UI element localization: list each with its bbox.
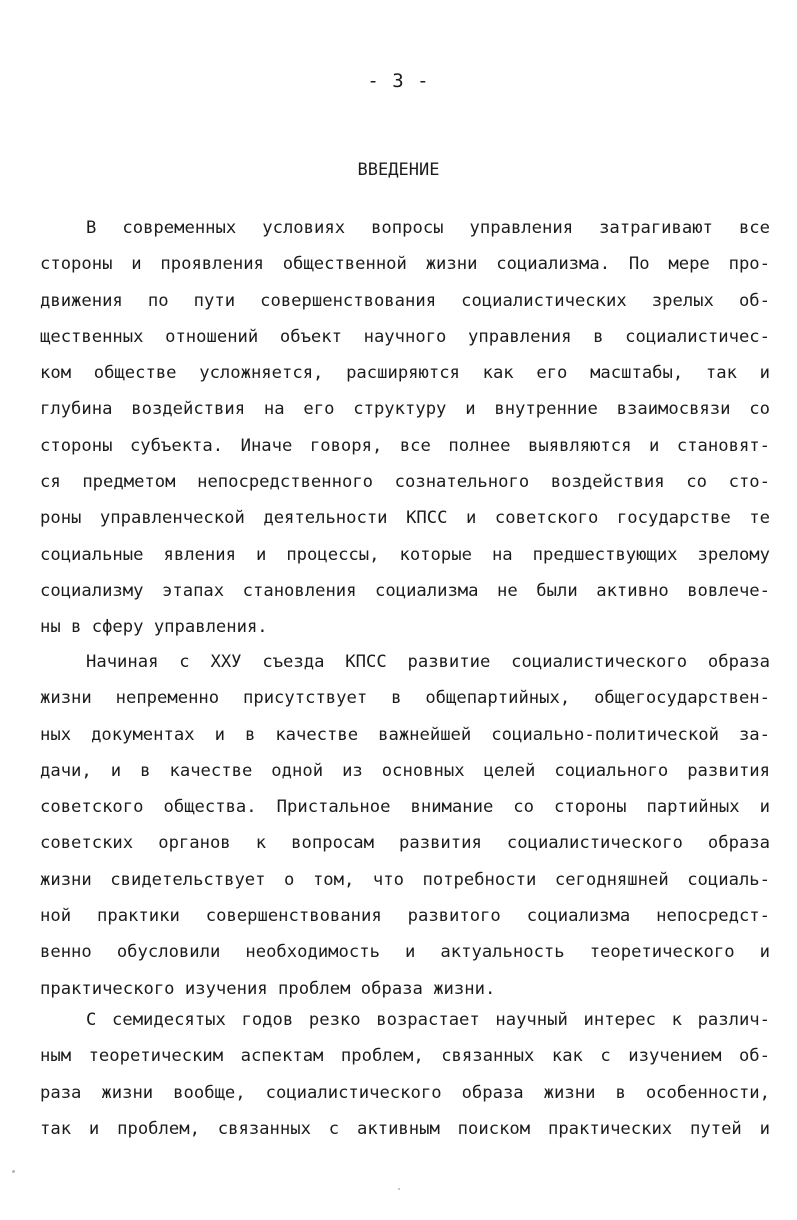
- paragraph-1: [40, 210, 770, 646]
- text-line: дачи, и в качестве одной из основных целей социального развития: [40, 760, 770, 781]
- text-line: ком обществе усложняется, расширяются как его масштабы, так и: [40, 363, 770, 384]
- scan-speck: [398, 1188, 400, 1190]
- text-line: движения по пути совершенствования социалистических зрелых об-: [40, 290, 770, 311]
- text-line: советских органов к вопросам развития социалистического образа: [40, 833, 770, 854]
- text-line: ной практики совершенствования развитого социализма непосредст-: [40, 906, 770, 927]
- paragraph-3: [40, 1002, 770, 1147]
- text-line: Начиная с ХХУ съезда КПСС развитие социалистического образа: [86, 652, 770, 672]
- text-line: стороны и проявления общественной жизни социализма. По мере про-: [40, 254, 770, 275]
- text-line: жизни свидетельствует о том, что потребности сегодняшней социаль-: [40, 869, 770, 890]
- text-line: социализму этапах становления социализма не были активно вовлече-: [40, 580, 770, 601]
- text-line: роны управленческой деятельности КПСС и советского государстве те: [40, 508, 770, 529]
- text-line: ных документах и в качестве важнейшей социально-политической за-: [40, 724, 770, 745]
- text-line: стороны субъекта. Иначе говоря, все полнее выявляются и становят-: [40, 435, 770, 456]
- text-line: раза жизни вообще, социалистического образа жизни в особенности,: [40, 1082, 770, 1103]
- text-line: социальные явления и процессы, которые на предшествующих зрелому: [40, 544, 770, 565]
- text-line: практического изучения проблем образа жизни.: [40, 978, 496, 999]
- text-line: щественных отношений объект научного управления в социалистичес-: [40, 326, 770, 347]
- text-line: так и проблем, связанных с активным поиском практических путей и: [40, 1118, 770, 1139]
- text-line: советского общества. Пристальное внимание со стороны партийных и: [40, 797, 770, 818]
- section-heading: ВВЕДЕНИЕ: [357, 160, 440, 180]
- text-line: ны в сферу управления.: [40, 617, 268, 638]
- text-line: ся предметом непосредственного сознательного воздействия со сто-: [40, 472, 770, 493]
- text-line: жизни непременно присутствует в общепартийных, общегосударствен-: [40, 688, 770, 709]
- paragraph-2: [40, 644, 770, 1007]
- text-line: глубина воздействия на его структуру и внутренние взаимосвязи со: [40, 399, 770, 420]
- text-line: венно обусловили необходимость и актуальность теоретического и: [40, 942, 770, 963]
- text-line: ным теоретическим аспектам проблем, связанных как с изучением об-: [40, 1046, 770, 1067]
- page-number: - 3 -: [367, 70, 430, 92]
- scan-speck: [12, 1170, 15, 1173]
- text-line: В современных условиях вопросы управления затрагивают все: [86, 218, 770, 238]
- text-line: С семидесятых годов резко возрастает научный интерес к различ-: [86, 1010, 770, 1030]
